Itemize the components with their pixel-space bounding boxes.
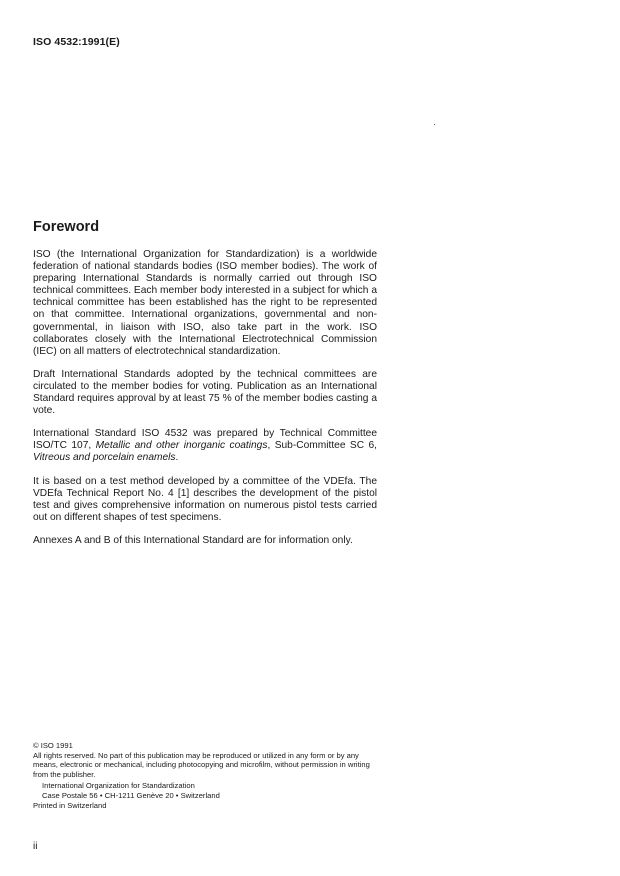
copyright-footer bbox=[33, 741, 383, 811]
copyright-line: © ISO 1991 bbox=[33, 741, 73, 750]
scan-speck bbox=[434, 124, 435, 125]
committee-text-2: , Sub-Committee SC 6, bbox=[267, 440, 378, 452]
paragraph-vdefa: It is based on a test method developed by a committee of the VDEfa. The VDEfa Technical Report No. 4 [1] describes the development of the pistol test and gives comprehensive information on numerous pistol tests carried out on different shapes of test specimens. bbox=[33, 475, 377, 523]
rights-notice: All rights reserved. No part of this publication may be reproduced or utilized in any form or by any means, electronic or mechanical, including photocopying and microfilm, without permission in writing from the publisher. bbox=[33, 750, 370, 779]
page-number: ii bbox=[33, 841, 38, 852]
organization-address: Case Postale 56 • CH-1211 Genève 20 • Switzerland bbox=[42, 790, 220, 800]
committee-text-3: . bbox=[175, 452, 179, 464]
printed-in: Printed in Switzerland bbox=[33, 801, 107, 810]
committee-text-1: International Standard ISO 4532 was prepared by Technical Committee ISO/TC 107, bbox=[33, 428, 377, 452]
paragraph-committee bbox=[33, 428, 377, 464]
document-id-header: ISO 4532:1991(E) bbox=[33, 36, 120, 48]
committee-name: Metallic and other inorganic coatings bbox=[95, 440, 268, 452]
paragraph-iso-intro: ISO (the International Organization for Standardization) is a worldwide federation of national standards bodies (ISO member bodies). The work of preparing International Standards is normally carried out through ISO technical committees. Each member body interested in a subject for which a technical committee has been established has the right to be represented on that committee. International organizations, governmental and non-governmental, in liaison with ISO, also take part in the work. ISO collaborates closely with the International Electrotechnical Commission (IEC) on all matters of electrotechnical standardization. bbox=[33, 249, 377, 357]
subcommittee-name: Vitreous and porcelain enamels bbox=[33, 452, 176, 464]
section-title: Foreword bbox=[33, 219, 100, 235]
organization-name: International Organization for Standardization bbox=[42, 781, 195, 790]
paragraph-draft-standards: Draft International Standards adopted by the technical committees are circulated to the member bodies for voting. Publication as an International Standard requires approval by at least 75 % of the member bodies casting a vote. bbox=[33, 368, 377, 417]
foreword-body bbox=[33, 249, 377, 558]
paragraph-annexes: Annexes A and B of this International Standard are for information only. bbox=[33, 534, 353, 546]
